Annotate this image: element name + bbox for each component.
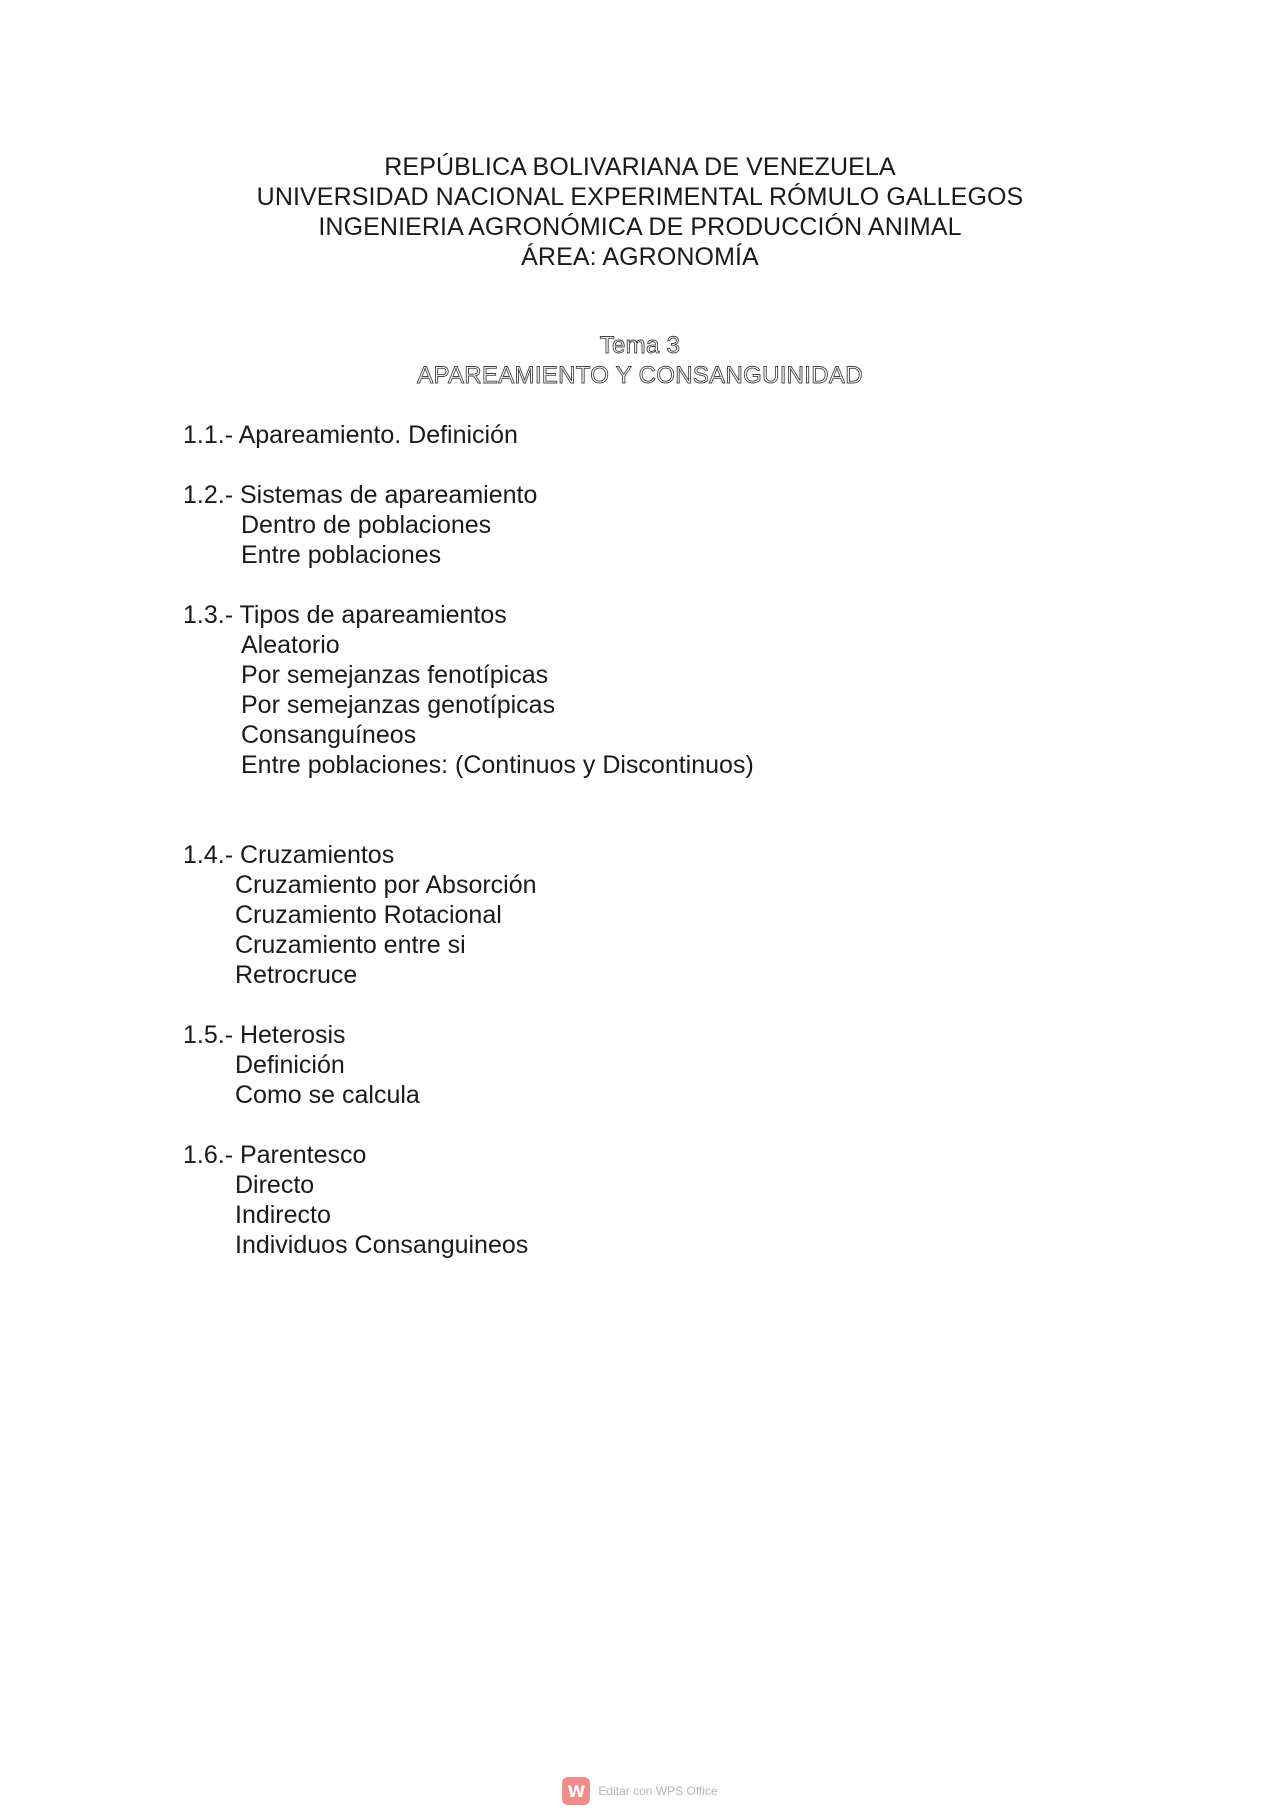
header-country: REPÚBLICA BOLIVARIANA DE VENEZUELA bbox=[384, 153, 896, 181]
section-title: 1.4.- Cruzamientos bbox=[183, 841, 395, 869]
list-item: Entre poblaciones: (Continuos y Discontinuos) bbox=[241, 751, 754, 779]
list-item: Cruzamiento entre si bbox=[235, 931, 466, 959]
list-item: Dentro de poblaciones bbox=[241, 511, 492, 539]
list-item: Entre poblaciones bbox=[241, 541, 442, 569]
institution-header bbox=[0, 152, 1280, 272]
topic-title bbox=[0, 331, 1280, 391]
section-title: 1.3.- Tipos de apareamientos bbox=[183, 601, 507, 629]
list-item: Cruzamiento por Absorción bbox=[235, 871, 537, 899]
list-item: Retrocruce bbox=[235, 961, 358, 989]
list-item: Indirecto bbox=[235, 1201, 331, 1229]
topic-number: Tema 3 bbox=[599, 332, 681, 359]
list-item: Directo bbox=[235, 1171, 315, 1199]
topic-outline bbox=[183, 420, 1083, 1260]
list-item: Por semejanzas fenotípicas bbox=[241, 661, 549, 689]
list-item: Aleatorio bbox=[241, 631, 340, 659]
section-1-2 bbox=[183, 480, 1083, 570]
list-item: Consanguíneos bbox=[241, 721, 417, 749]
section-title: 1.2.- Sistemas de apareamiento bbox=[183, 481, 538, 509]
header-university: UNIVERSIDAD NACIONAL EXPERIMENTAL RÓMULO GALLEGOS bbox=[256, 183, 1024, 211]
list-item: Por semejanzas genotípicas bbox=[241, 691, 556, 719]
wps-logo-icon: W bbox=[562, 1777, 590, 1805]
section-1-4 bbox=[183, 840, 1083, 990]
section-title: 1.1.- Apareamiento. Definición bbox=[183, 421, 518, 449]
list-item: Como se calcula bbox=[235, 1081, 420, 1109]
section-1-3 bbox=[183, 600, 1083, 780]
header-program: INGENIERIA AGRONÓMICA DE PRODUCCIÓN ANIMAL bbox=[318, 213, 962, 241]
section-title: 1.5.- Heterosis bbox=[183, 1021, 346, 1049]
section-1-6 bbox=[183, 1140, 1083, 1260]
section-title: 1.6.- Parentesco bbox=[183, 1141, 367, 1169]
section-1-5 bbox=[183, 1020, 1083, 1110]
list-item: Cruzamiento Rotacional bbox=[235, 901, 502, 929]
list-item: Individuos Consanguineos bbox=[235, 1231, 529, 1259]
wps-watermark-text: Editar con WPS Office bbox=[598, 1784, 718, 1798]
wps-watermark[interactable] bbox=[0, 1777, 1280, 1805]
list-item: Definición bbox=[235, 1051, 345, 1079]
section-1-1 bbox=[183, 420, 1083, 450]
header-area: ÁREA: AGRONOMÍA bbox=[521, 243, 759, 271]
topic-name: APAREAMIENTO Y CONSANGUINIDAD bbox=[417, 362, 863, 389]
